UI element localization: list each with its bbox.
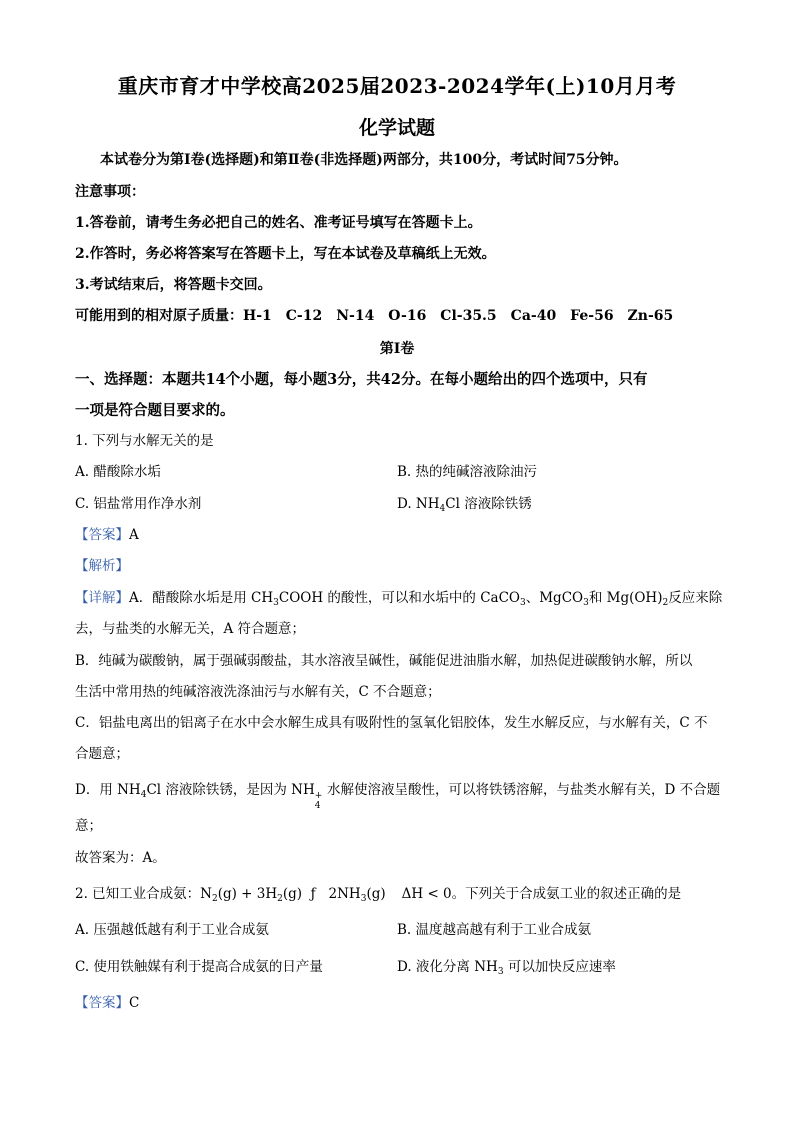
q1-detail-b-2: 生活中常用热的纯碱溶液洗涤油污与水解有关，C 不合题意；: [75, 684, 441, 700]
intro-line: 本试卷分为第Ⅰ卷(选择题)和第Ⅱ卷(非选择题)两部分，共100分，考试时间75分钟。: [100, 152, 628, 168]
q1-option-a: A. 醋酸除水垢: [75, 464, 161, 480]
q2-option-b: B. 温度越高越有利于工业合成氨: [397, 922, 592, 938]
q1-option-d: D. $NH_4Cl$ 溶液除铁锈: [397, 496, 532, 514]
page-title: 重庆市育才中学校高2025届2023-2024学年(上)10月月考: [117, 74, 677, 98]
q1-stem: 1. 下列与水解无关的是: [75, 433, 214, 449]
note-2: 2.作答时，务必将答案写在答题卡上，写在本试卷及草稿纸上无效。: [75, 246, 496, 262]
q1-detail-a: 【详解】A．醋酸除水垢是用 $CH_3COOH$ 的酸性，可以和水垢中的 CaCO$_3$、MgCO$_3$和 $Mg(OH)_2$反应来除: [75, 590, 723, 608]
q2-stem: 2. 已知工业合成氨：$N_2(g) + 3H_2(g)$ ƒ $2NH_3(g) \Delta H < 0$。下列关于合成氨工业的叙述正确的是: [75, 886, 682, 904]
q1-detail-b: B．纯碱为碳酸钠，属于强碱弱酸盐，其水溶液呈碱性，碱能促进油脂水解，加热促进碳酸钠水解，所以: [75, 653, 693, 669]
q1-detail-d: D．用 $NH_4Cl$ 溶液除铁锈，是因为 NH + 4 水解使溶液呈酸性，可以将铁锈溶解，与盐类水解有关，D 不合题: [75, 782, 721, 811]
q2-option-c: C. 使用铁触媒有利于提高合成氨的日产量: [75, 959, 323, 975]
answer-tag: 【答案】: [75, 527, 129, 543]
q1-analysis-tag: 【解析】: [75, 558, 129, 574]
page-subtitle: 化学试题: [358, 117, 435, 139]
q1-detail-c-2: 合题意；: [75, 746, 129, 762]
volume-heading: 第Ⅰ卷: [379, 341, 415, 357]
notes-title: 注意事项：: [75, 184, 145, 200]
q1-detail-a-2: 去，与盐类的水解无关，A 符合题意；: [75, 621, 306, 637]
q2-option-d: D. 液化分离 $NH_3$ 可以加快反应速率: [397, 959, 616, 977]
q1-conclusion: 故答案为：A。: [75, 850, 166, 866]
answer-tag: 【答案】: [75, 995, 129, 1011]
q1-answer: 【答案】A: [75, 527, 139, 543]
note-3: 3.考试结束后，将答题卡交回。: [75, 277, 272, 293]
section-heading-2: 一项是符合题目要求的。: [75, 402, 235, 419]
q1-option-b: B. 热的纯碱溶液除油污: [397, 464, 538, 480]
q2-answer: 【答案】C: [75, 995, 140, 1011]
q1-option-c: C. 铝盐常用作净水剂: [75, 496, 202, 512]
section-heading-1: 一、选择题：本题共14个小题，每小题3分，共42分。在每小题给出的四个选项中，只有: [75, 371, 648, 388]
q2-option-a: A. 压强越低越有利于工业合成氨: [75, 922, 269, 938]
q1-detail-c: C．铝盐电离出的铝离子在水中会水解生成具有吸附性的氢氧化铝胶体，发生水解反应，与水解有关，C 不: [75, 715, 708, 731]
note-1: 1.答卷前，请考生务必把自己的姓名、准考证号填写在答题卡上。: [75, 215, 482, 231]
q1-detail-d-2: 意；: [75, 818, 102, 834]
atomic-masses: 可能用到的相对原子质量：H-1 C-12 N-14 O-16 Cl-35.5 Ca-40 Fe-56 Zn-65: [75, 308, 674, 324]
reaction-equation: $N_2(g) + 3H_2(g)$ ƒ $2NH_3(g)$: [200, 886, 386, 904]
